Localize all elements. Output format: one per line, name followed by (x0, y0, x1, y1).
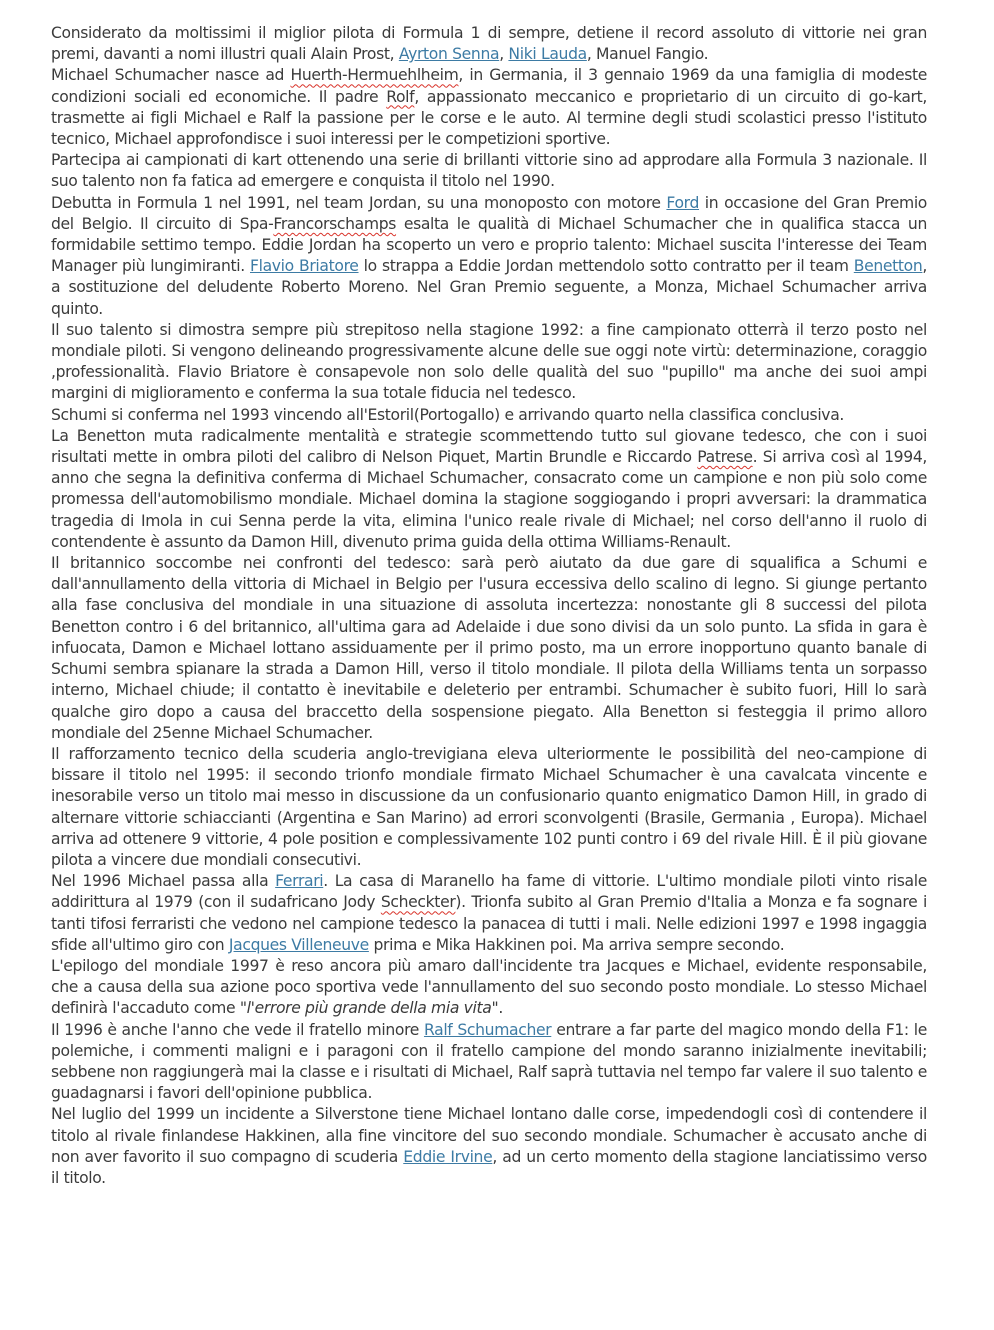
document-body (51, 23, 927, 1189)
text-run: ". (491, 999, 503, 1018)
paragraph (51, 405, 927, 426)
paragraph (51, 1104, 927, 1189)
text-run: Considerato da moltissimi il miglior pilota di Formula 1 di sempre, detiene il record assoluto di vittorie nei gran premi, davanti a nomi illustri quali Alain Prost, (51, 24, 927, 64)
misspelled-word[interactable]: Scheckter (380, 893, 456, 912)
paragraph (51, 65, 927, 150)
wiki-link[interactable]: Ford (666, 193, 700, 212)
wiki-link[interactable]: Ferrari (275, 872, 324, 891)
text-run: La Benetton muta radicalmente mentalità e strategie scommettendo tutto sul giovane tedesco, che con i suoi risultati mette in ombra piloti del calibro di Nelson Piquet, Martin Brundle e Riccardo (51, 426, 927, 467)
misspelled-word[interactable]: Francorschamps (273, 214, 397, 233)
misspelled-word[interactable]: Huerth-Hermuehlheim (290, 66, 459, 85)
text-run: . La casa di Maranello ha fame di vittorie. L'ultimo mondiale piloti vinto risale addirittura al 1979 (con il sudafricano Jody (51, 872, 927, 912)
wiki-link[interactable]: Jacques Villeneuve (228, 935, 369, 954)
text-run: esalta le qualità di Michael Schumacher che in qualifica stacca un formidabile settimo tempo. Eddie Jordan ha scoperto un vero e proprio talento: Michael suscita l'interesse dei Team Manager più lungimiranti. (51, 214, 927, 276)
wiki-link[interactable]: Eddie Irvine (403, 1147, 493, 1166)
italic-quote: l'errore più grande della mia vita (246, 999, 492, 1018)
misspelled-word[interactable]: Patrese (697, 448, 753, 467)
misspelled-word[interactable]: Rolf (386, 87, 415, 106)
text-run: Debutta in Formula 1 nel 1991, nel team Jordan, su una monoposto con motore (51, 193, 667, 212)
text-run: L'epilogo del mondiale 1997 è reso ancora più amaro dall'incidente tra Jacques e Michael, evidente responsabile, che a causa della sua azione poco sportiva vede l'annullamento del suo secondo posto mondiale. Lo stesso Michael definirà l'accaduto come " (51, 956, 927, 1018)
text-run: . Si arriva così al 1994, anno che segna la definitiva conferma di Michael Schumacher, consacrato come un campione e non più solo come promessa dell'automobilismo mondiale. Michael domina la stagione soggiogando i propri avversari: la drammatica tragedia di Imola in cui Senna perde la vita, elimina l'unico reale rivale di Michael; nel corso dell'anno il ruolo di contendente è assunto da Damon Hill, divenuto prima guida della ottima Williams-Renault. (51, 448, 928, 551)
text-run: , (499, 45, 509, 64)
text-run: ). Trionfa subito al Gran Premio d'Italia a Monza e fa sognare i tanti tifosi ferraristi che vedono nel campione tedesco la panacea di tutti i mali. Nelle edizioni 1997 e 1998 ingaggia sfide all'ultimo giro con (51, 893, 927, 954)
wiki-link[interactable]: Flavio Briatore (250, 257, 359, 276)
paragraph (51, 320, 927, 405)
paragraph (51, 193, 927, 320)
text-run: , a sostituzione del deludente Roberto Moreno. Nel Gran Premio seguente, a Monza, Michael Schumacher arriva quinto. (51, 257, 928, 318)
text-run: Nel luglio del 1999 un incidente a Silverstone tiene Michael lontano dalle corse, impedendogli così di contendere il titolo al rivale finlandese Hakkinen, alla fine vincitore del suo secondo mondiale. Schumacher è accusato anche di non aver favorito il suo compagno di scuderia (51, 1105, 927, 1166)
text-run: prima e Mika Hakkinen poi. Ma arriva sempre secondo. (368, 935, 785, 954)
text-run: in occasione del Gran Premio del Belgio. Il circuito di Spa- (51, 193, 927, 233)
paragraph (51, 871, 927, 956)
paragraph (51, 150, 927, 192)
text-run: lo strappa a Eddie Jordan mettendolo sotto contratto per il team (358, 257, 854, 276)
text-run: , ad un certo momento della stagione lanciatissimo verso il titolo. (51, 1147, 927, 1187)
text-run: , Manuel Fangio. (586, 45, 709, 64)
text-run: Il britannico soccombe nei confronti del tedesco: sarà però aiutato da due gare di squalifica a Schumi e dall'annullamento della vittoria di Michael in Belgio per l'usura eccessiva dello scalino di legno. Si giunge pertanto alla fase conclusiva del mondiale in una situazione di assoluta incertezza: nonostante gli 8 successi del pilota Benetton contro i 6 del britannico, all'ultima gara ad Adelaide i due sono divisi da un solo punto. La sfida in gara è infuocata, Damon e Michael lottano assiduamente per il primo posto, ma un errore inopportuno quanto banale di Schumi sembra spianare la strada a Damon Hill, verso il titolo mondiale. Il pilota della Williams tenta un sorpasso interno, Michael chiude; il contatto è inevitabile e deleterio per entrambi. Schumacher è subito fuori, Hill lo sarà qualche giro dopo a causa del braccetto della sospensione piegato. Alla Benetton si festeggia il primo alloro mondiale del 25enne Michael Schumacher. (51, 554, 927, 742)
wiki-link[interactable]: Benetton (853, 257, 923, 276)
text-run: Nel 1996 Michael passa alla (51, 872, 276, 891)
paragraph (51, 744, 927, 871)
text-run: , appassionato meccanico e proprietario di un circuito di go-kart, trasmette ai figli Michael e Ralf la passione per le corse e le auto. Al termine degli studi scolastici presso l'istituto tecnico, Michael approfondisce i suoi interessi per le competizioni sportive. (51, 87, 927, 149)
text-run: Il rafforzamento tecnico della scuderia anglo-trevigiana eleva ulteriormente le possibilità del neo-campione di bissare il titolo nel 1995: il secondo trionfo mondiale firmato Michael Schumacher è una cavalcata vincente e inesorabile verso un titolo mai messo in discussione da un confusionario quanto enigmatico Damon Hill, in grado di alternare vittorie schiaccianti (Argentina e San Marino) ad errori sconvolgenti (Brasile, Germania , Europa). Michael arriva ad ottenere 9 vittorie, 4 pole position e complessivamente 102 punti contro i 69 del rivale Hill. È il più giovane pilota a vincere due mondiali consecutivi. (51, 744, 927, 869)
paragraph (51, 1020, 927, 1105)
text-run: Schumi si conferma nel 1993 vincendo all'Estoril(Portogallo) e arrivando quarto nella classifica conclusiva. (51, 405, 845, 424)
wiki-link[interactable]: Ayrton Senna (398, 45, 500, 64)
wiki-link[interactable]: Ralf Schumacher (423, 1020, 552, 1039)
wiki-link[interactable]: Niki Lauda (508, 45, 587, 64)
paragraph (51, 956, 927, 1020)
paragraph (51, 553, 927, 744)
paragraph (51, 23, 927, 65)
text-run: Michael Schumacher nasce ad (51, 66, 291, 85)
text-run: Il suo talento si dimostra sempre più strepitoso nella stagione 1992: a fine campionato otterrà il terzo posto nel mondiale piloti. Si vengono delineando progressivamente alcune delle sue oggi note virtù: determinazione, coraggio ,professionalità. Flavio Briatore è consapevole non solo delle qualità del suo "pupillo" ma anche dei suoi ampi margini di miglioramento e conferma la sua totale fiducia nel tedesco. (51, 320, 927, 403)
paragraph (51, 426, 927, 553)
text-run: entrare a far parte del magico mondo della F1: le polemiche, i commenti maligni e i paragoni con il fratello campione del mondo saranno inizialmente inevitabili; sebbene non raggiungerà mai la classe e i risultati di Michael, Ralf saprà tuttavia nel tempo far valere il suo talento e guadagnarsi i favori dell'opinione pubblica. (51, 1020, 927, 1103)
text-run: , in Germania, il 3 gennaio 1969 da una famiglia di modeste condizioni sociali ed economiche. Il padre (51, 66, 927, 106)
text-run: Partecipa ai campionati di kart ottenendo una serie di brillanti vittorie sino ad approdare alla Formula 3 nazionale. Il suo talento non fa fatica ad emergere e conquista il titolo nel 1990. (51, 151, 927, 191)
text-run: Il 1996 è anche l'anno che vede il fratello minore (51, 1020, 424, 1039)
